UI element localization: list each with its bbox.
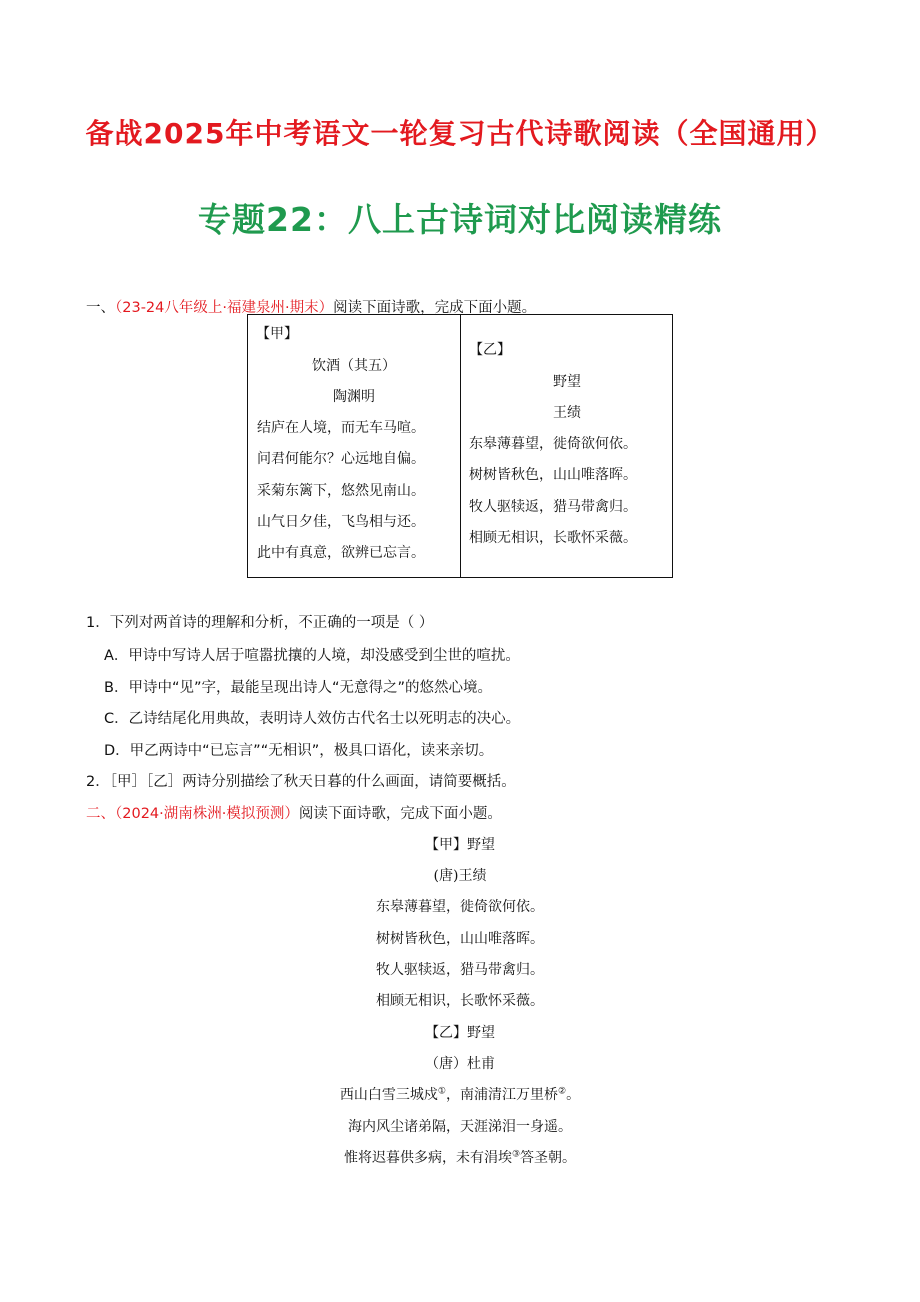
option-a: A．甲诗中写诗人居于喧嚣扰攘的人境，却没感受到尘世的喧扰。: [104, 648, 520, 664]
poem-yi-line-1-part-b: ，南浦清江万里桥: [446, 1087, 558, 1103]
poem-b-line: 牧人驱犊返，猎马带禽归。: [469, 499, 637, 515]
document-subtitle: 专题22：八上古诗词对比阅读精练: [198, 200, 722, 239]
section2-instruction: 阅读下面诗歌，完成下面小题。: [298, 806, 502, 822]
poem-a-line: 问君何能尔？心远地自偏。: [257, 451, 425, 467]
section1-source: （23-24八年级上·福建泉州·期末）: [115, 300, 334, 316]
question-2: 2．［甲］［乙］两诗分别描绘了秋天日暮的什么画面，请简要概括。: [86, 774, 516, 790]
poem-a-cell: [248, 315, 460, 579]
poem-a-line: 山气日夕佳，飞鸟相与还。: [257, 514, 425, 530]
footnote-mark-1: ①: [437, 1086, 446, 1097]
poem-yi-line-1-part-a: 西山白雪三城戍: [339, 1087, 438, 1103]
poem-a-line: 结庐在人境，而无车马喧。: [257, 420, 425, 436]
poem-b-tag: 【乙】: [469, 342, 511, 358]
poem-yi-line-3-part-b: 答圣朝。: [520, 1150, 577, 1166]
poem-a-title: 饮酒（其五）: [312, 358, 396, 374]
option-c: C．乙诗结尾化用典故，表明诗人效仿古代名士以死明志的决心。: [104, 711, 521, 727]
document-title: 备战2025年中考语文一轮复习古代诗歌阅读（全国通用）: [85, 117, 835, 150]
poem-a-tag: 【甲】: [256, 326, 298, 342]
poem-b-author: 王绩: [553, 405, 581, 421]
poem-yi-line-3-part-a: 惟将迟暮供多病，未有涓埃: [343, 1150, 512, 1166]
question-1: 1．下列对两首诗的理解和分析，不正确的一项是（ ）: [86, 615, 434, 631]
footnote-mark-2: ②: [558, 1086, 567, 1097]
poem-yi-author: （唐）杜甫: [425, 1056, 495, 1072]
section2-source: （2024·湖南株洲·模拟预测）: [115, 806, 299, 822]
poem-a-line: 此中有真意，欲辨已忘言。: [257, 545, 425, 561]
poem-b-line: 东皋薄暮望，徙倚欲何依。: [469, 436, 637, 452]
option-d: D．甲乙两诗中“已忘言”“无相识”，极具口语化，读来亲切。: [104, 743, 494, 759]
section1-number: 一、: [86, 300, 115, 316]
footnote-mark-3: ③: [511, 1149, 521, 1160]
poem-a-author: 陶渊明: [333, 389, 375, 405]
poem-b-line: 树树皆秋色，山山唯落晖。: [469, 467, 637, 483]
poem-a-line: 采菊东篱下，悠然见南山。: [257, 483, 425, 499]
poem-b-cell: [461, 315, 673, 579]
poem-jia-heading: 【甲】野望: [425, 837, 495, 853]
poem-yi-line-1: [0, 1084, 920, 1104]
poem-jia-line: 牧人驱犊返，猎马带禽归。: [376, 962, 544, 978]
poem-b-line: 相顾无相识，长歌怀采薇。: [469, 530, 637, 546]
section2-heading: [86, 802, 502, 823]
poem-yi-heading: 【乙】野望: [425, 1025, 495, 1041]
section2-number: 二、: [86, 806, 115, 822]
poem-jia-author: (唐)王绩: [433, 868, 487, 884]
option-b: B．甲诗中“见”字，最能呈现出诗人“无意得之”的悠然心境。: [104, 680, 492, 696]
poem-b-title: 野望: [553, 374, 581, 390]
poem-jia-line: 相顾无相识，长歌怀采薇。: [376, 993, 544, 1009]
section1-instruction: 阅读下面诗歌，完成下面小题。: [333, 300, 537, 316]
poem-yi-line-2: 海内风尘诸弟隔，天涯涕泪一身遥。: [348, 1119, 572, 1135]
poem-yi-line-1-part-c: 。: [566, 1087, 581, 1103]
poem-jia-line: 树树皆秋色，山山唯落晖。: [376, 931, 544, 947]
poem-jia-line: 东皋薄暮望，徙倚欲何依。: [376, 899, 544, 915]
poem-comparison-table: [247, 314, 673, 578]
poem-yi-line-3: [0, 1147, 920, 1167]
